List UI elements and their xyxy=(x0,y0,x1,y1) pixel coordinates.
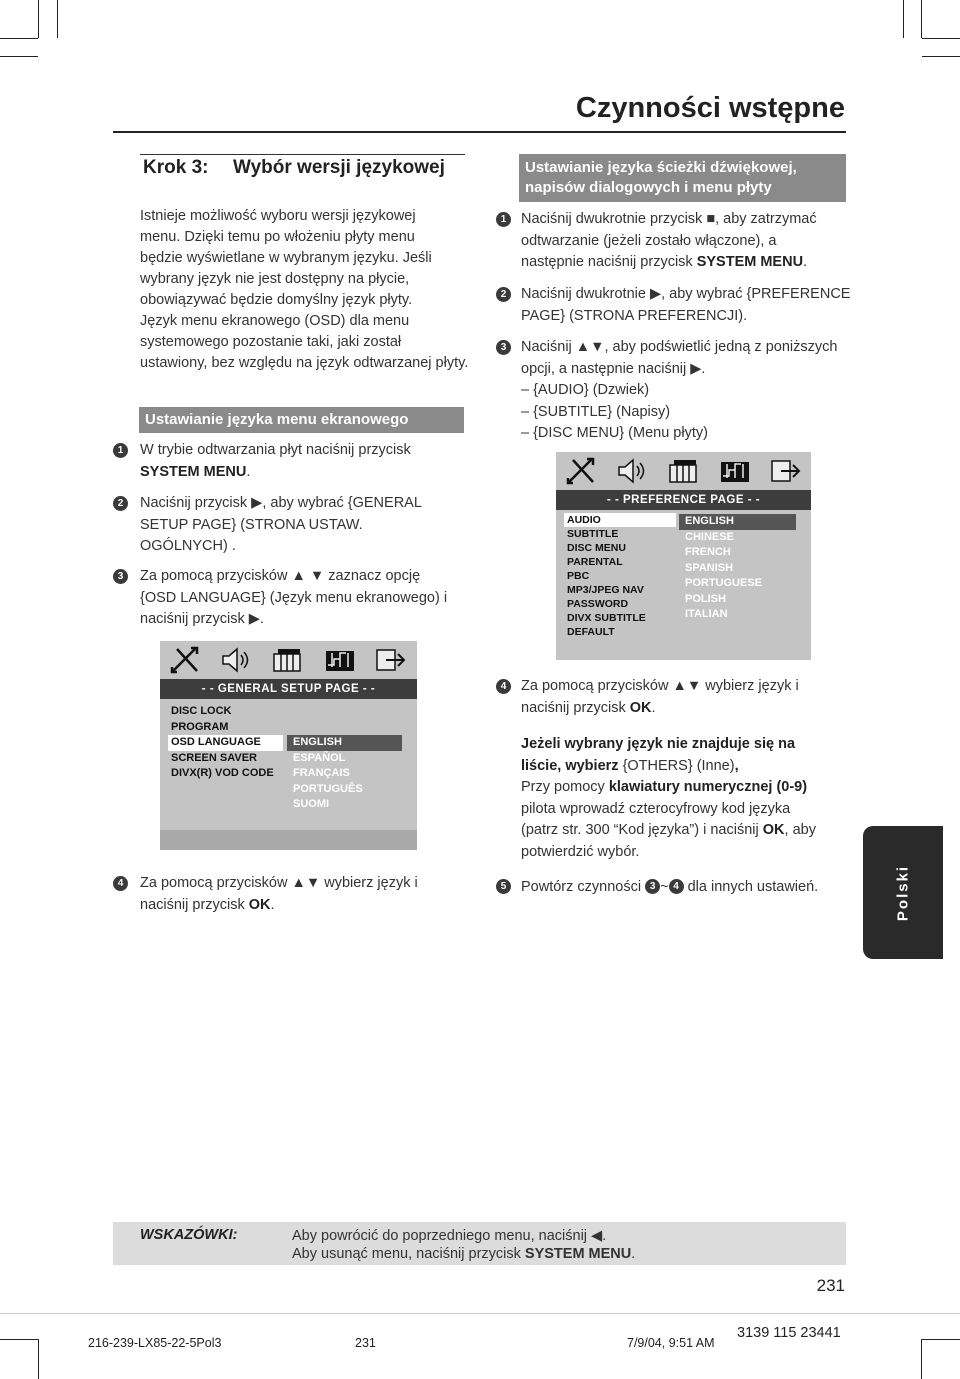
right-step-4: Za pomocą przycisków ▲▼ wybierz język i naciśnij przycisk OK. xyxy=(521,678,799,716)
grid-icon xyxy=(718,456,752,486)
film-icon xyxy=(271,645,305,675)
osd-icon-row xyxy=(556,452,811,490)
osd-option[interactable]: ENGLISH xyxy=(679,514,796,530)
crop-mark xyxy=(0,1339,38,1340)
osd-item[interactable]: SCREEN SAVER xyxy=(171,751,257,764)
tips-box xyxy=(113,1222,846,1265)
osd-screen-general xyxy=(160,641,417,850)
osd-item[interactable]: DISC LOCK xyxy=(171,705,232,717)
footer-page: 231 xyxy=(355,1336,376,1350)
step-ref: 4 xyxy=(669,879,684,894)
osd-screen-preference xyxy=(556,452,811,660)
osd-item[interactable]: MP3/JPEG NAV xyxy=(567,584,644,596)
step-number: 4 xyxy=(113,876,128,891)
osd-option-list xyxy=(287,735,402,813)
step-number: 4 xyxy=(496,679,511,694)
osd-icon-row xyxy=(160,641,417,679)
footer-rule xyxy=(0,1313,960,1314)
step-number: 2 xyxy=(113,496,128,511)
step-number: 3 xyxy=(113,569,128,584)
tips-label: WSKAZÓWKI: xyxy=(140,1227,238,1243)
crop-mark xyxy=(57,0,58,38)
step-label: Krok 3: xyxy=(143,157,209,178)
page-title: Czynności wstępne xyxy=(575,92,845,124)
osd-item[interactable]: PARENTAL xyxy=(567,556,623,568)
step-ref: 3 xyxy=(645,879,660,894)
section-title: Wybór wersji językowej xyxy=(233,157,445,178)
step-number: 5 xyxy=(496,879,511,894)
osd-item[interactable]: DIVX SUBTITLE xyxy=(567,612,646,624)
speaker-icon xyxy=(220,645,254,675)
intro-text: Istnieje możliwość wyboru wersji językowej menu. Dzięki temu po włożeniu płyty menu będzie wyświetlane w wybranym języku. Jeśli wybrany język nie jest dostępny na płycie, obowiązywać będzie domyślny język płyty. Język menu ekranowego (OSD) dla menu systemowego pozostanie taki, jaki został ustawiony, bez względu na język odtwarzanej płyty. xyxy=(140,208,469,371)
right-step-5: Powtórz czynności 3 ~ 4 dla innych ustawień. xyxy=(521,879,819,895)
right-step-2: Naciśnij dwukrotnie ▶, aby wybrać {PREFERENCE PAGE} (STRONA PREFERENCJI). xyxy=(521,286,851,324)
osd-item[interactable]: SUBTITLE xyxy=(567,528,619,540)
crop-mark xyxy=(0,56,38,57)
right-step-3: Naciśnij ▲▼, aby podświetlić jedną z poniższych opcji, a następnie naciśnij ▶. – {AUDIO} (Dzwiek) – {SUBTITLE} (Napisy) – {DISC MENU} (Menu płyty) xyxy=(521,337,851,445)
language-tab: Polski xyxy=(863,826,943,959)
tips-text: Aby powrócić do poprzedniego menu, naciśnij ◀. Aby usunąć menu, naciśnij przycisk SYSTEM MENU. xyxy=(292,1228,636,1262)
exit-icon xyxy=(374,645,408,675)
footer-code: 3139 115 23441 xyxy=(737,1325,841,1341)
left-step-4: Za pomocą przycisków ▲▼ wybierz język i naciśnij przycisk OK. xyxy=(140,875,418,913)
osd-item[interactable]: DIVX(R) VOD CODE xyxy=(171,767,274,779)
osd-option[interactable]: PORTUGUESE xyxy=(685,577,763,589)
crop-mark xyxy=(922,38,960,39)
osd-footer xyxy=(160,830,417,850)
osd-item[interactable]: DISC MENU xyxy=(567,542,626,554)
osd-menu-list xyxy=(564,513,676,639)
grid-icon xyxy=(323,645,357,675)
osd-language-heading: Ustawianie języka menu ekranowego xyxy=(139,407,464,433)
footer-date: 7/9/04, 9:51 AM xyxy=(627,1336,715,1350)
left-step-3: Za pomocą przycisków ▲ ▼ zaznacz opcję {OSD LANGUAGE} (Język menu ekranowego) i naciśnij przycisk ▶. xyxy=(140,568,448,627)
osd-title-bar: - - PREFERENCE PAGE - - xyxy=(556,490,811,510)
tools-icon xyxy=(169,645,203,675)
osd-option[interactable]: SPANISH xyxy=(685,561,734,574)
osd-option[interactable]: FRENCH xyxy=(685,546,731,558)
crop-mark xyxy=(903,0,904,38)
crop-mark xyxy=(38,1339,39,1379)
osd-option[interactable]: CHINESE xyxy=(685,530,734,543)
osd-title-bar: - - GENERAL SETUP PAGE - - xyxy=(160,679,417,699)
crop-mark xyxy=(0,38,38,39)
osd-item[interactable]: PBC xyxy=(567,570,590,582)
footer-file: 216-239-LX85-22-5Pol3 xyxy=(88,1336,222,1350)
crop-mark xyxy=(922,56,960,57)
osd-option[interactable]: SUOMI xyxy=(293,798,330,810)
osd-option-list xyxy=(679,514,796,623)
step-number: 1 xyxy=(113,443,128,458)
osd-item[interactable]: OSD LANGUAGE xyxy=(168,735,283,751)
right-step-1: Naciśnij dwukrotnie przycisk ■, aby zatrzymać odtwarzanie (jeżeli zostało włączone), a następnie naciśnij przycisk SYSTEM MENU. xyxy=(521,211,817,270)
crop-mark xyxy=(921,0,922,38)
step-number: 1 xyxy=(496,212,511,227)
osd-option[interactable]: ITALIAN xyxy=(685,608,728,620)
osd-item[interactable]: AUDIO xyxy=(564,513,676,527)
section-rule xyxy=(140,154,465,155)
osd-option[interactable]: FRANÇAIS xyxy=(293,767,350,779)
audio-subtitle-heading: Ustawianie języka ścieżki dźwiękowej, napisów dialogowych i menu płyty xyxy=(519,154,846,202)
crop-mark xyxy=(922,1339,960,1340)
crop-mark xyxy=(921,1339,922,1379)
osd-option[interactable]: ENGLISH xyxy=(287,735,402,751)
osd-option[interactable]: POLISH xyxy=(685,592,726,605)
film-icon xyxy=(667,456,701,486)
osd-option[interactable]: PORTUGUÊS xyxy=(293,782,363,795)
left-step-2: Naciśnij przycisk ▶, aby wybrać {GENERAL SETUP PAGE} (STRONA USTAW. OGÓLNYCH) . xyxy=(140,495,422,554)
osd-menu-list xyxy=(168,704,283,782)
osd-item[interactable]: DEFAULT xyxy=(567,626,615,638)
tools-icon xyxy=(565,456,599,486)
option-list: – {AUDIO} (Dzwiek) – {SUBTITLE} (Napisy) – {DISC MENU} (Menu płyty) xyxy=(521,380,851,445)
speaker-icon xyxy=(616,456,650,486)
step-number: 2 xyxy=(496,287,511,302)
step-number: 3 xyxy=(496,340,511,355)
osd-item[interactable]: PROGRAM xyxy=(171,720,229,733)
exit-icon xyxy=(769,456,803,486)
crop-mark xyxy=(38,0,39,38)
language-note: Jeżeli wybrany język nie znajduje się na liście, wybierz {OTHERS} (Inne), Przy pomocy klawiatury numerycznej (0-9) pilota wprowadź czterocyfrowy kod języka (patrz str. 300 “Kod języka”) i naciśnij OK, aby potwierdzić wybór. xyxy=(521,736,816,860)
title-rule xyxy=(113,131,846,133)
osd-item[interactable]: PASSWORD xyxy=(567,598,629,610)
page-number: 231 xyxy=(816,1276,845,1295)
left-step-1: W trybie odtwarzania płyt naciśnij przycisk SYSTEM MENU. xyxy=(140,442,411,480)
osd-option[interactable]: ESPAÑOL xyxy=(293,751,346,764)
